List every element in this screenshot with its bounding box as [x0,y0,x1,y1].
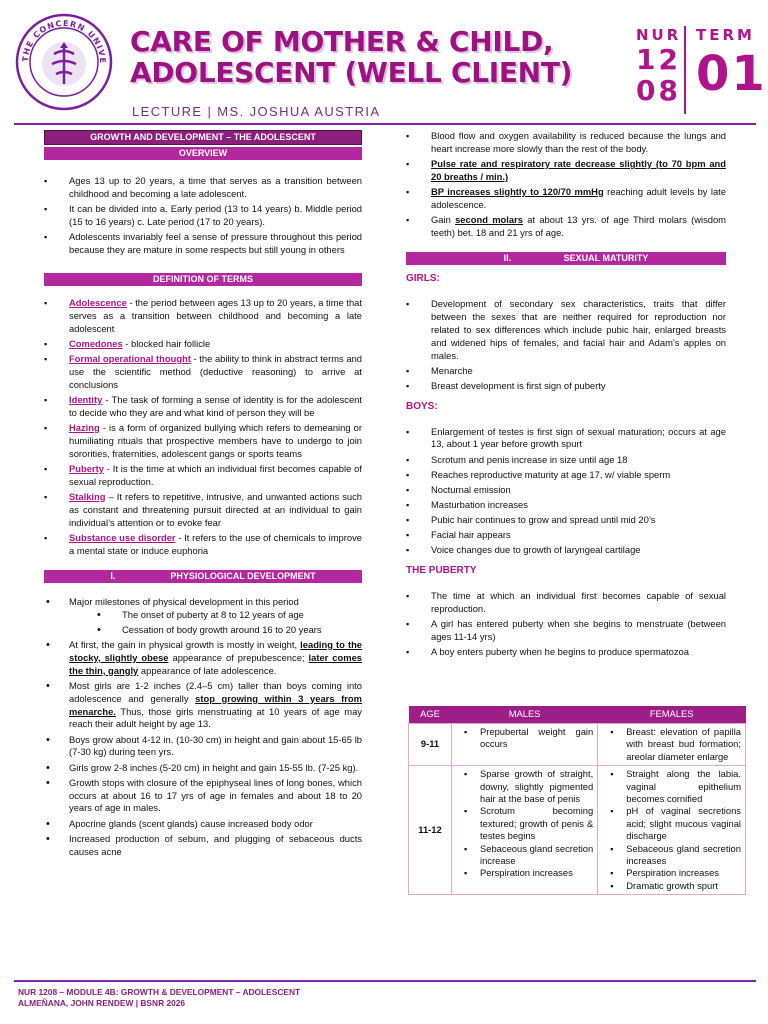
females-cell [598,724,746,766]
definition-item [44,491,362,530]
physiological-band [44,570,362,583]
boys-heading: BOYS: [406,400,438,412]
definition-item [44,394,362,420]
list-item [406,186,726,212]
section-number: II. [503,253,512,263]
list-item [44,596,362,637]
sub-item: • Cessation of body growth around 16 to 20 years [97,624,362,637]
definition-text: - is a form of organized bullying which refers to demeaning or humiliating rituals that prospective members have to undergo to join sororities, fraternities, adolescent gangs or sports teams [69,421,362,459]
section-number: I. [110,570,116,581]
list-item: • Boys grow about 4-12 in. (10-30 cm) in height and gain about 15-65 lb (7-30 kg) during teen yrs. [44,734,362,760]
university-seal-logo [14,12,114,112]
list-item: ▪ Prepubertal weight gain occurs [456,726,593,751]
definition-text: - The task of forming a sense of identity is for the adolescent to decide who they are and what kind of person they will be [69,393,362,418]
list-item: ▪ Voice changes due to growth of laryngeal cartilage [406,544,726,557]
overview-list [44,175,362,257]
text-run: reaching adult levels by late adolescence. [431,186,726,210]
definition-item [44,297,362,336]
age-cell: 9-11 [409,724,452,766]
girls-heading: GIRLS: [406,273,440,284]
text-run: at about 13 yrs. of age Third molars (wisdom teeth) bet. 18 and 21 yrs of age. [431,214,726,238]
column-header-females: FEMALES [598,706,746,724]
list-item: ▪ A boy enters puberty when he begins to produce spermatozoa [406,646,726,659]
emphasis-text: BP increases slightly to 120/70 mmHg [431,186,604,197]
nur-label: NUR [636,26,682,44]
definition-text: - It is the time at which an individual first becomes capable of sexual reproduction. [69,462,362,487]
svg-text:THE CONCERN UNIVERSITY: THE CONCERN UNIVE [20,18,108,65]
emphasis-text: leading to the stocky, slightly obese [69,638,363,663]
list-item: ▪ Facial hair appears [406,529,726,542]
definition-text: - the ability to think in abstract terms and use the scientific method (deductive reasoning) to arrive at conclusions [69,353,362,390]
list-item: ▪ pH of vaginal secretions acid; slight mucous vaginal discharge [602,805,741,842]
section-heading: SEXUAL MATURITY [563,253,649,263]
list-item: ▪ The time at which an individual first becomes capable of sexual reproduction. [406,590,726,616]
definition-item [44,353,362,392]
table-row [409,724,746,766]
list-item: ▪ Development of secondary sex characteristics, traits that differ between the sexes that are neither required for reproduction nor related to sex differences which include pubic hair, enlarged breasts and widened hips of females, and facial hair and Adam’s apples on males. [406,298,726,363]
girls-list [406,298,726,393]
title-line-2: ADOLESCENT (WELL CLIENT) [130,56,573,89]
list-item-text: Major milestones of physical development in this period [69,595,299,607]
age-cell: 11-12 [409,766,452,895]
right-column [406,130,726,661]
header-rule [14,123,756,125]
list-item: ▪ It can be divided into a. Early period (13 to 14 years) b. Middle period (15 to 16 years) c. Late period (17 to 20 years). [44,203,362,229]
list-item: ▪ Perspiration increases [602,867,741,879]
list-item: ▪ Scrotum becoming textured; growth of penis & testes begins [456,805,593,842]
puberty-list [406,590,726,659]
males-cell [452,724,598,766]
definition-term: Formal operational thought [69,353,191,364]
list-item: ▪ Dramatic growth spurt [602,880,741,892]
definition-term: Stalking [69,490,106,502]
text-run: appearance of prepubescence; [168,651,309,663]
definition-item [44,338,362,351]
list-item: ▪ Pubic hair continues to grow and spread until mid 20’s [406,514,726,527]
emphasis-text: later comes the thin, gangly [69,651,362,676]
list-item: ▪ Menarche [406,365,726,378]
overview-band: OVERVIEW [44,147,362,160]
definition-text: - the period between ages 13 up to 20 years, a time that serves as a transition between childhood and becoming a late adolescent [69,297,362,334]
list-item: ▪ Reaches reproductive maturity at age 17, w/ viable sperm [406,469,726,482]
list-item: • Apocrine glands (scent glands) cause increased body odor [44,818,362,831]
list-item: • Increased production of sebum, and plugging of sebaceous ducts causes acne [44,833,362,859]
table-header-row [409,706,746,724]
females-cell [598,766,746,895]
list-item: ▪ Sparse growth of straight, downy, slightly pigmented hair at the base of penis [456,768,593,805]
definitions-list [44,297,362,558]
list-item: ▪ Adolescents invariably feel a sense of pressure throughout this period because they are mature in some respects but still young in others [44,231,362,257]
text-run: Thus, those girls menstruating at 10 years of age may reach their adult height by age 13. [69,705,362,730]
list-item [406,214,726,240]
definition-text: – It refers to repetitive, intrusive, and unwanted actions such as constant and threatening pursuit directed at an individual to gain individual’s attention or to evoke fear [69,490,362,528]
definition-item [44,422,362,461]
emphasis-text: second molars [455,214,523,225]
physiology-continued-list [406,130,726,240]
males-cell [452,766,598,895]
list-item: ▪ A girl has entered puberty when she begins to menstruate (between ages 11-14 yrs) [406,618,726,644]
list-item: ▪ Nocturnal emission [406,484,726,497]
physiological-list [44,596,362,859]
emphasis-text: Pulse rate and respiratory rate decrease slightly (to 70 bpm and 20 breaths / min.) [431,158,726,182]
left-column [44,130,362,861]
definition-term: Puberty [69,462,104,474]
definition-text: - blocked hair follicle [122,337,211,349]
list-item: ▪ Straight along the labia. vaginal epithelium becomes cornified [602,768,741,805]
column-header-males: MALES [452,706,598,724]
milestone-sublist [97,609,362,637]
column-header-age: AGE [409,706,452,724]
boys-list [406,426,726,557]
list-item: ▪ Sebaceous gland secretion increase [456,843,593,868]
age-development-table [408,706,746,895]
list-item: ▪ Ages 13 up to 20 years, a time that serves as a transition between childhood and becoming a late adolescent. [44,175,362,201]
definition-term: Comedones [69,337,123,349]
text-run: Gain [431,214,456,225]
lecture-line: LECTURE | MS. JOSHUA AUSTRIA [132,104,381,119]
list-item: ▪ Scrotum and penis increase in size until age 18 [406,454,726,467]
title-line-1: CARE OF MOTHER & CHILD, [130,25,554,58]
list-item [406,158,726,184]
list-item: ▪ Breast development is first sign of puberty [406,380,726,393]
text-run: appearance of late adolescence. [138,664,277,676]
list-item: ▪ Breast: elevation of papilla with breast bud formation; areolar diameter enlarge [602,726,741,763]
list-item: ▪ Perspiration increases [456,867,593,879]
definition-term: Identity [69,393,103,405]
term-block [696,26,767,100]
list-item: ▪ Sebaceous gland secretion increases [602,843,741,868]
list-item: ▪ Enlargement of testes is first sign of sexual maturation; occurs at age 13, about 1 year before growth spurt [406,426,726,452]
list-item: ▪ Masturbation increases [406,499,726,512]
footer [18,987,300,1009]
term-number: 01 [696,46,767,102]
definition-term: Adolescence [69,297,127,308]
course-code-block [636,26,681,106]
list-item: ▪ Blood flow and oxygen availability is reduced because the lungs and heart increase more slowly than the rest of the body. [406,130,726,156]
list-item [44,639,362,678]
puberty-heading: THE PUBERTY [406,565,477,576]
footer-author-line: ALMEÑANA, JOHN RENDEW | BSNR 2026 [18,998,186,1008]
definition-text: - It refers to the use of chemicals to improve a mental state or induce euphoria [69,531,362,556]
sub-item: • The onset of puberty at 8 to 12 years of age [97,609,362,622]
definition-term: Hazing [69,421,100,433]
footer-module-line: NUR 1208 – MODULE 4B: GROWTH & DEVELOPMENT – ADOLESCENT [18,987,301,997]
term-label: TERM [696,26,755,44]
nur-number-2: 08 [636,74,681,107]
text-run: Most girls are 1-2 inches (2.4–5 cm) taller than boys coming into adolescence and generally [69,679,362,704]
list-item [44,680,362,732]
nur-number-1: 12 [636,43,681,76]
list-item: • Growth stops with closure of the epiphyseal lines of long bones, which occurs at about 16 to 17 yrs of age in females and about 18 to 20 years of age in males. [44,777,362,816]
definition-item [44,532,362,558]
section-heading: PHYSIOLOGICAL DEVELOPMENT [170,570,316,581]
emphasis-text: stop growing within 3 years from menarche. [69,692,362,717]
list-item: • Girls grow 2-8 inches (5-20 cm) in height and gain 15-55 lb. (7-25 kg). [44,762,362,775]
header-divider [684,26,686,114]
table-row [409,766,746,895]
footer-rule [14,980,756,982]
section-title-band: GROWTH AND DEVELOPMENT – THE ADOLESCENT [44,130,362,145]
definition-term: Substance use disorder [69,531,176,543]
document-title [130,26,572,88]
definitions-band: DEFINITION OF TERMS [44,273,362,286]
text-run: At first, the gain in physical growth is mostly in weight, [69,638,301,650]
definition-item [44,463,362,489]
sexual-maturity-band [406,252,726,265]
